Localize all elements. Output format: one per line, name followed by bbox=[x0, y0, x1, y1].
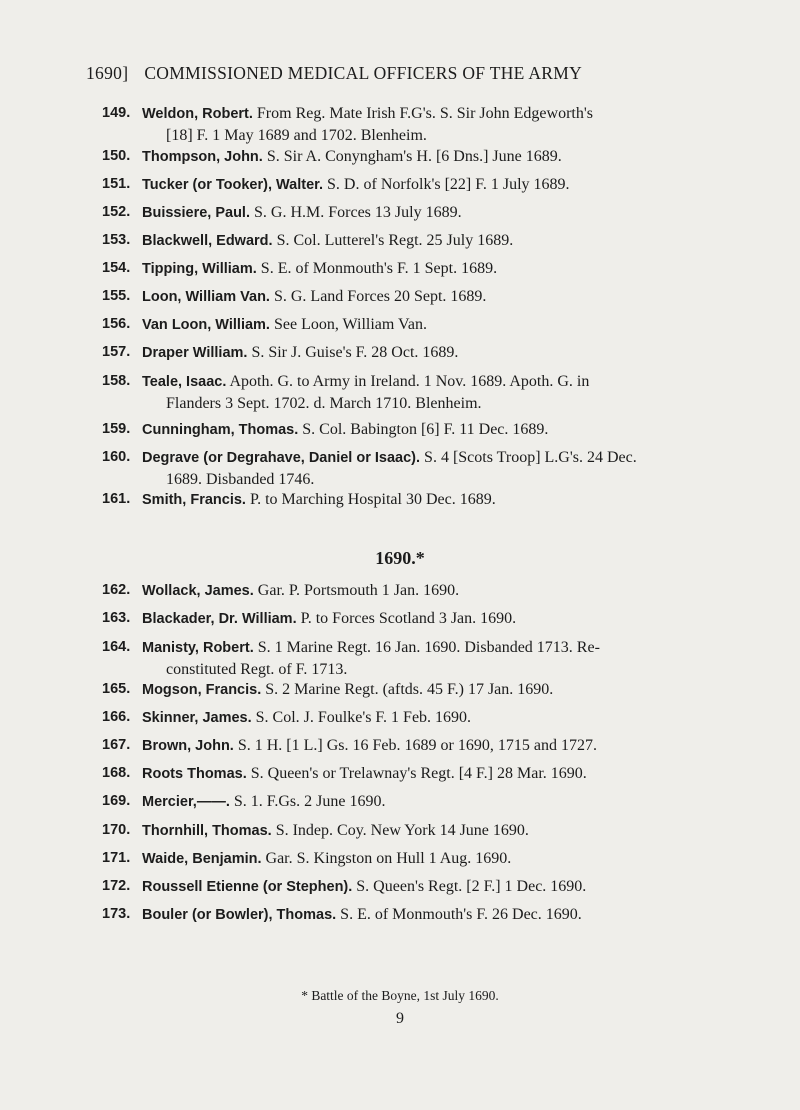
entry-number: 171. bbox=[102, 850, 131, 866]
entry-number: 152. bbox=[102, 204, 131, 220]
entry-text bbox=[142, 820, 672, 842]
entry-detail: S. Queen's or Trelawnay's Regt. [4 F.] 28 Mar. 1690. bbox=[246, 765, 587, 782]
entry-number: 153. bbox=[102, 232, 131, 248]
entry-text bbox=[142, 580, 672, 602]
running-head-year: 1690] bbox=[86, 63, 129, 83]
entry-text bbox=[142, 371, 672, 414]
entry-number: 162. bbox=[102, 582, 131, 598]
entry-name: Buissiere, Paul. bbox=[142, 205, 250, 221]
entry-number: 168. bbox=[102, 765, 131, 781]
entry-number: 158. bbox=[102, 373, 131, 389]
entry-detail: Apoth. G. to Army in Ireland. 1 Nov. 1689. Apoth. G. in bbox=[226, 373, 590, 390]
entry-text bbox=[142, 230, 672, 252]
entry-number: 149. bbox=[102, 105, 131, 121]
entry-name: Mercier,——. bbox=[142, 794, 230, 810]
entry-text bbox=[142, 608, 672, 630]
entry-name: Roussell Etienne (or Stephen). bbox=[142, 879, 353, 895]
entry-text bbox=[142, 707, 672, 729]
entry-number: 167. bbox=[102, 737, 131, 753]
entry-detail: S. 1. F.Gs. 2 June 1690. bbox=[229, 793, 386, 810]
entry-text bbox=[142, 146, 672, 168]
entry-name: Thornhill, Thomas. bbox=[142, 823, 272, 839]
section-heading: 1690.* bbox=[375, 548, 425, 568]
entry-number: 157. bbox=[102, 344, 131, 360]
entry-name: Roots Thomas. bbox=[142, 766, 247, 782]
entry-detail: S. Col. J. Foulke's F. 1 Feb. 1690. bbox=[251, 709, 472, 726]
entry-text bbox=[142, 679, 672, 701]
entry-number: 161. bbox=[102, 491, 131, 507]
entry-text bbox=[142, 314, 672, 336]
entry-text bbox=[142, 876, 672, 898]
entry-name: Manisty, Robert. bbox=[142, 640, 254, 656]
entry-number: 163. bbox=[102, 610, 131, 626]
entry-detail: S. Sir A. Conyngham's H. [6 Dns.] June 1689. bbox=[262, 148, 562, 165]
entry-text bbox=[142, 763, 672, 785]
entry-detail: Gar. S. Kingston on Hull 1 Aug. 1690. bbox=[261, 850, 512, 867]
entry-name: Van Loon, William. bbox=[142, 317, 270, 333]
entry-number: 169. bbox=[102, 793, 131, 809]
entry-text bbox=[142, 904, 672, 926]
entry-text bbox=[142, 174, 672, 196]
entry-detail: S. 4 [Scots Troop] L.G's. 24 Dec. bbox=[420, 449, 637, 466]
entry-detail: S. G. H.M. Forces 13 July 1689. bbox=[250, 204, 462, 221]
entry-name: Degrave (or Degrahave, Daniel or Isaac). bbox=[142, 450, 421, 466]
entry-number: 166. bbox=[102, 709, 131, 725]
entry-name: Thompson, John. bbox=[142, 149, 263, 165]
entry-text bbox=[142, 103, 672, 146]
entry-detail: S. E. of Monmouth's F. 1 Sept. 1689. bbox=[256, 260, 498, 277]
running-head bbox=[86, 63, 696, 84]
entry-number: 164. bbox=[102, 639, 131, 655]
entry-name: Blackader, Dr. William. bbox=[142, 611, 297, 627]
entry-number: 150. bbox=[102, 148, 131, 164]
entry-name: Bouler (or Bowler), Thomas. bbox=[142, 907, 337, 923]
entry-detail: P. to Marching Hospital 30 Dec. 1689. bbox=[245, 491, 496, 508]
entry-detail-continued: 1689. Disbanded 1746. bbox=[166, 471, 315, 488]
entry-detail: S. G. Land Forces 20 Sept. 1689. bbox=[269, 288, 487, 305]
entry-number: 165. bbox=[102, 681, 131, 697]
entry-detail-continued: Flanders 3 Sept. 1702. d. March 1710. Blenheim. bbox=[166, 395, 482, 412]
entry-name: Smith, Francis. bbox=[142, 492, 246, 508]
entry-number: 173. bbox=[102, 906, 131, 922]
entry-name: Tipping, William. bbox=[142, 261, 257, 277]
entry-detail: From Reg. Mate Irish F.G's. S. Sir John Edgeworth's bbox=[252, 105, 593, 122]
entry-text bbox=[142, 637, 672, 680]
entry-detail: S. Queen's Regt. [2 F.] 1 Dec. 1690. bbox=[352, 878, 587, 895]
entry-detail-continued: [18] F. 1 May 1689 and 1702. Blenheim. bbox=[166, 127, 427, 144]
entry-name: Teale, Isaac. bbox=[142, 374, 227, 390]
entry-text bbox=[142, 791, 672, 813]
entry-text bbox=[142, 735, 672, 757]
entry-detail: S. Col. Lutterel's Regt. 25 July 1689. bbox=[272, 232, 514, 249]
entry-number: 155. bbox=[102, 288, 131, 304]
entry-detail-continued: constituted Regt. of F. 1713. bbox=[166, 661, 348, 678]
entry-text bbox=[142, 848, 672, 870]
entry-name: Tucker (or Tooker), Walter. bbox=[142, 177, 324, 193]
entry-text bbox=[142, 489, 672, 511]
entry-number: 172. bbox=[102, 878, 131, 894]
entry-name: Skinner, James. bbox=[142, 710, 252, 726]
entry-detail: Gar. P. Portsmouth 1 Jan. 1690. bbox=[253, 582, 460, 599]
entry-name: Weldon, Robert. bbox=[142, 106, 253, 122]
entry-name: Brown, John. bbox=[142, 738, 234, 754]
entry-number: 160. bbox=[102, 449, 131, 465]
entry-name: Mogson, Francis. bbox=[142, 682, 262, 698]
page-number: 9 bbox=[396, 1010, 404, 1027]
entry-number: 170. bbox=[102, 822, 131, 838]
entry-detail: S. D. of Norfolk's [22] F. 1 July 1689. bbox=[323, 176, 570, 193]
entry-detail: S. 2 Marine Regt. (aftds. 45 F.) 17 Jan. 1690. bbox=[261, 681, 554, 698]
entry-detail: S. E. of Monmouth's F. 26 Dec. 1690. bbox=[336, 906, 582, 923]
entry-name: Loon, William Van. bbox=[142, 289, 270, 305]
entry-text bbox=[142, 419, 672, 441]
entry-name: Waide, Benjamin. bbox=[142, 851, 262, 867]
running-head-title: COMMISSIONED MEDICAL OFFICERS OF THE ARMY bbox=[144, 63, 583, 83]
entry-name: Cunningham, Thomas. bbox=[142, 422, 299, 438]
entry-text bbox=[142, 447, 672, 490]
entry-name: Blackwell, Edward. bbox=[142, 233, 273, 249]
entry-text bbox=[142, 286, 672, 308]
entry-text bbox=[142, 202, 672, 224]
entry-detail: P. to Forces Scotland 3 Jan. 1690. bbox=[296, 610, 517, 627]
entry-detail: See Loon, William Van. bbox=[269, 316, 427, 333]
entry-detail: S. Col. Babington [6] F. 11 Dec. 1689. bbox=[298, 421, 549, 438]
entry-number: 156. bbox=[102, 316, 131, 332]
entry-detail: S. 1 H. [1 L.] Gs. 16 Feb. 1689 or 1690, 1715 and 1727. bbox=[233, 737, 597, 754]
entry-text bbox=[142, 342, 672, 364]
entry-number: 154. bbox=[102, 260, 131, 276]
entry-name: Draper William. bbox=[142, 345, 248, 361]
entry-name: Wollack, James. bbox=[142, 583, 254, 599]
entry-detail: S. Sir J. Guise's F. 28 Oct. 1689. bbox=[247, 344, 459, 361]
entry-number: 159. bbox=[102, 421, 131, 437]
entry-text bbox=[142, 258, 672, 280]
footnote: * Battle of the Boyne, 1st July 1690. bbox=[301, 988, 499, 1003]
entry-detail: S. Indep. Coy. New York 14 June 1690. bbox=[271, 822, 529, 839]
entry-detail: S. 1 Marine Regt. 16 Jan. 1690. Disbanded 1713. Re- bbox=[253, 639, 600, 656]
entry-number: 151. bbox=[102, 176, 131, 192]
